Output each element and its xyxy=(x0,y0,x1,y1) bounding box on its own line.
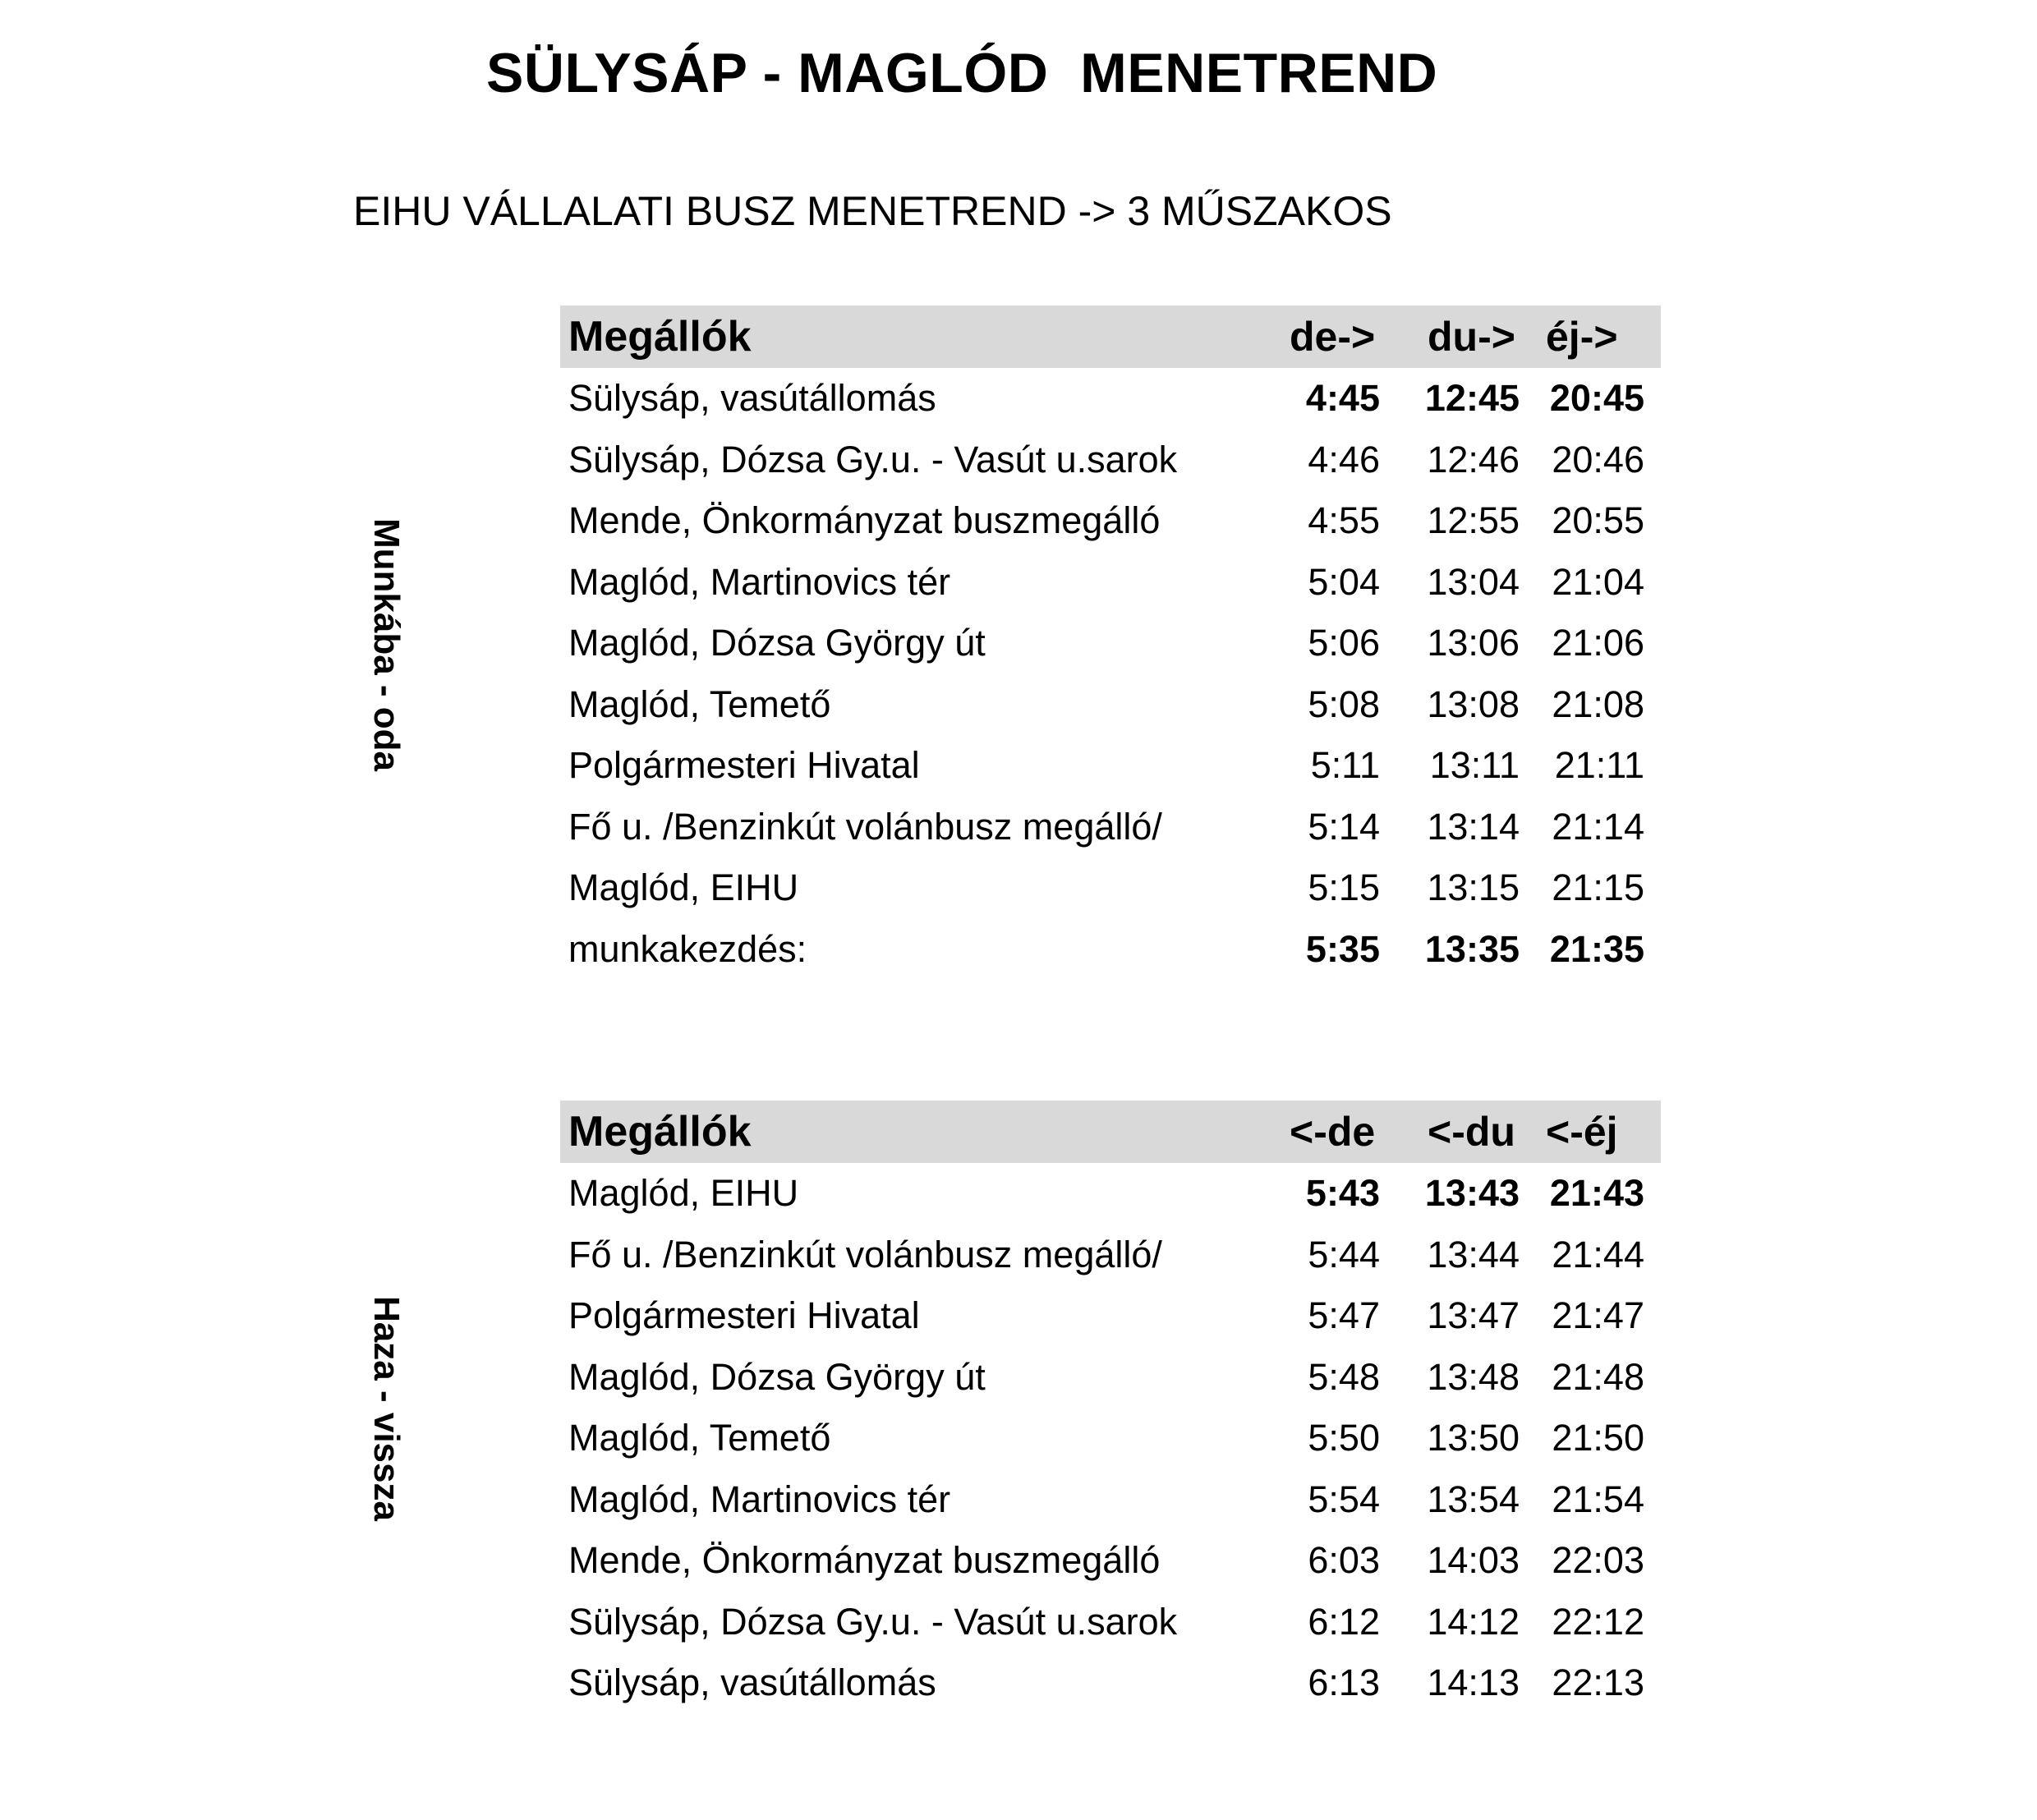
stop-name: Maglód, EIHU xyxy=(568,1172,799,1215)
table-row xyxy=(560,1347,1661,1409)
table-row xyxy=(560,552,1661,614)
header-ej: éj-> xyxy=(1546,314,1618,360)
page-subtitle: EIHU VÁLLALATI BUSZ MENETREND -> 3 MŰSZAKOS xyxy=(353,188,1392,234)
stop-name: Fő u. /Benzinkút volánbusz megálló/ xyxy=(568,805,1162,848)
time-de: 5:43 xyxy=(1305,1172,1380,1215)
time-de: 5:11 xyxy=(1310,744,1380,787)
table-row xyxy=(560,430,1661,491)
time-ej: 22:12 xyxy=(1552,1600,1644,1643)
time-du: 13:47 xyxy=(1427,1294,1520,1337)
time-du: 14:13 xyxy=(1427,1661,1520,1704)
time-ej: 21:08 xyxy=(1552,682,1644,725)
page-title: SÜLYSÁP - MAGLÓD MENETREND xyxy=(486,42,1438,104)
stop-name: Maglód, EIHU xyxy=(568,866,799,909)
table-row xyxy=(560,797,1661,858)
time-du: 14:03 xyxy=(1427,1539,1520,1582)
table-row xyxy=(560,1530,1661,1592)
table-row xyxy=(560,613,1661,674)
table-row xyxy=(560,490,1661,552)
time-de: 5:08 xyxy=(1308,682,1380,725)
table-row xyxy=(560,857,1661,919)
header-du: <-du xyxy=(1428,1109,1515,1155)
table-row xyxy=(560,1285,1661,1347)
time-du: 13:35 xyxy=(1424,927,1520,970)
time-de: 5:35 xyxy=(1305,927,1380,970)
time-de: 6:03 xyxy=(1308,1539,1380,1582)
time-ej: 21:50 xyxy=(1552,1417,1644,1459)
table-row xyxy=(560,1469,1661,1531)
stop-name: Sülysáp, Dózsa Gy.u. - Vasút u.sarok xyxy=(568,1600,1178,1643)
time-du: 12:55 xyxy=(1427,499,1520,542)
time-ej: 21:43 xyxy=(1549,1172,1644,1215)
time-de: 5:04 xyxy=(1308,560,1380,603)
stop-name: Maglód, Dózsa György út xyxy=(568,1355,986,1398)
time-de: 5:14 xyxy=(1308,805,1380,848)
table-header xyxy=(560,306,1661,368)
stop-name: Maglód, Martinovics tér xyxy=(568,560,951,603)
time-du: 13:08 xyxy=(1427,682,1520,725)
stop-name: Sülysáp, vasútállomás xyxy=(568,1661,936,1704)
time-ej: 21:48 xyxy=(1552,1355,1644,1398)
header-ej: <-éj xyxy=(1546,1109,1618,1155)
time-ej: 21:06 xyxy=(1552,622,1644,664)
time-du: 13:14 xyxy=(1427,805,1520,848)
time-du: 14:12 xyxy=(1427,1600,1520,1643)
time-de: 5:15 xyxy=(1308,866,1380,909)
stop-name: Maglód, Temető xyxy=(568,1417,831,1459)
time-de: 5:47 xyxy=(1308,1294,1380,1337)
time-ej: 21:35 xyxy=(1549,927,1644,970)
header-du: du-> xyxy=(1428,314,1515,360)
time-ej: 21:44 xyxy=(1552,1233,1644,1275)
stop-name: Maglód, Martinovics tér xyxy=(568,1478,951,1520)
time-du: 13:43 xyxy=(1424,1172,1520,1215)
time-ej: 22:03 xyxy=(1552,1539,1644,1582)
stop-name: Sülysáp, vasútállomás xyxy=(568,377,936,420)
table-row xyxy=(560,1163,1661,1225)
time-de: 5:54 xyxy=(1308,1478,1380,1520)
time-ej: 20:46 xyxy=(1552,438,1644,480)
table-row xyxy=(560,919,1661,981)
table-row xyxy=(560,1225,1661,1286)
time-de: 4:45 xyxy=(1305,377,1380,420)
time-ej: 20:45 xyxy=(1549,377,1644,420)
stop-name: Mende, Önkormányzat buszmegálló xyxy=(568,499,1161,542)
time-ej: 21:04 xyxy=(1552,560,1644,603)
time-du: 13:15 xyxy=(1427,866,1520,909)
time-de: 4:46 xyxy=(1308,438,1380,480)
time-du: 12:45 xyxy=(1424,377,1520,420)
table-row xyxy=(560,368,1661,430)
time-ej: 20:55 xyxy=(1552,499,1644,542)
stop-name: Mende, Önkormányzat buszmegálló xyxy=(568,1539,1161,1582)
stop-name: munkakezdés: xyxy=(568,927,807,970)
time-du: 12:46 xyxy=(1427,438,1520,480)
time-de: 5:44 xyxy=(1308,1233,1380,1275)
time-ej: 21:54 xyxy=(1552,1478,1644,1520)
header-stops: Megállók xyxy=(568,313,752,361)
table-header xyxy=(560,1101,1661,1163)
time-de: 6:13 xyxy=(1308,1661,1380,1704)
time-de: 5:50 xyxy=(1308,1417,1380,1459)
time-du: 13:06 xyxy=(1427,622,1520,664)
header-de: de-> xyxy=(1290,314,1376,360)
table-row xyxy=(560,735,1661,797)
inbound-side-label: Haza - vissza xyxy=(366,1296,407,1521)
outbound-timetable xyxy=(560,306,1661,980)
time-de: 4:55 xyxy=(1308,499,1380,542)
time-du: 13:44 xyxy=(1427,1233,1520,1275)
time-ej: 22:13 xyxy=(1552,1661,1644,1704)
time-de: 5:48 xyxy=(1308,1355,1380,1398)
stop-name: Fő u. /Benzinkút volánbusz megálló/ xyxy=(568,1233,1162,1275)
time-du: 13:11 xyxy=(1429,744,1520,787)
time-du: 13:54 xyxy=(1427,1478,1520,1520)
time-du: 13:50 xyxy=(1427,1417,1520,1459)
table-row xyxy=(560,674,1661,736)
time-ej: 21:15 xyxy=(1552,866,1644,909)
time-du: 13:04 xyxy=(1427,560,1520,603)
time-ej: 21:47 xyxy=(1552,1294,1644,1337)
table-row xyxy=(560,1652,1661,1714)
stop-name: Sülysáp, Dózsa Gy.u. - Vasút u.sarok xyxy=(568,438,1178,480)
table-row xyxy=(560,1408,1661,1469)
stop-name: Maglód, Dózsa György út xyxy=(568,622,986,664)
time-du: 13:48 xyxy=(1427,1355,1520,1398)
table-row xyxy=(560,1592,1661,1653)
stop-name: Maglód, Temető xyxy=(568,682,831,725)
header-de: <-de xyxy=(1290,1109,1376,1155)
inbound-timetable xyxy=(560,1101,1661,1714)
time-ej: 21:11 xyxy=(1554,744,1644,787)
outbound-side-label: Munkába - oda xyxy=(366,517,407,772)
stop-name: Polgármesteri Hivatal xyxy=(568,1294,920,1337)
time-de: 5:06 xyxy=(1308,622,1380,664)
header-stops: Megállók xyxy=(568,1108,752,1156)
time-de: 6:12 xyxy=(1308,1600,1380,1643)
time-ej: 21:14 xyxy=(1552,805,1644,848)
stop-name: Polgármesteri Hivatal xyxy=(568,744,920,787)
